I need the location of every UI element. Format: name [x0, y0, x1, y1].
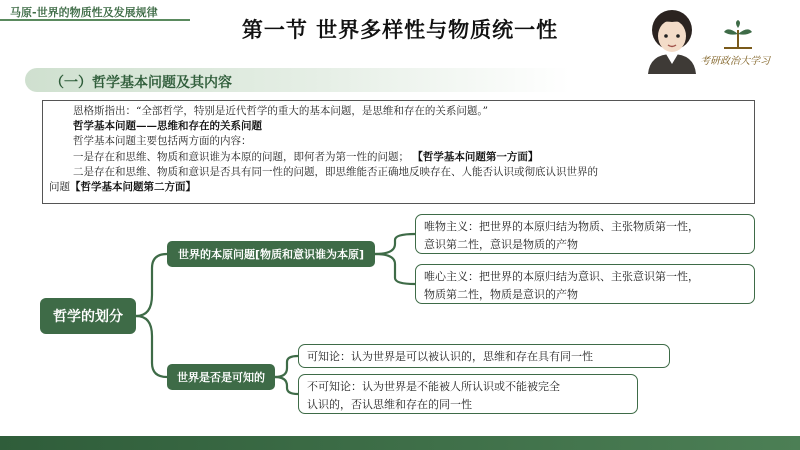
leaf-text: 唯心主义：把世界的本原归结为意识、主张意识第一性， [424, 270, 699, 283]
connector-branch2-leaf4 [275, 377, 298, 394]
quote-text: 问题 [49, 181, 70, 194]
leaf-agnosticism [298, 374, 638, 414]
leaf-text: 物质第二性，物质是意识的产物 [424, 288, 578, 301]
leaf-idealism [415, 264, 755, 304]
leaf-text: 认识的，否认思维和存在的同一性 [307, 398, 472, 411]
leaf-text: 唯物主义：把世界的本原归结为物质、主张物质第一性， [424, 220, 699, 233]
connector-root-branch2 [136, 316, 167, 377]
leaf-text: 意识第二性，意识是物质的产物 [424, 238, 578, 251]
section-heading: （一）哲学基本问题及其内容 [50, 75, 232, 91]
leaf-materialism [415, 214, 755, 254]
quote-line: 恩格斯指出：“全部哲学，特别是近代哲学的重大的基本问题，是思维和存在的关系问题。” [73, 105, 488, 117]
connector-root-branch1 [136, 254, 167, 316]
connector-branch1-leaf2 [375, 254, 415, 284]
page-title: 第一节 世界多样性与物质统一性 [241, 18, 559, 42]
quote-tag: 【哲学基本问题第二方面】 [70, 181, 196, 194]
connector-branch1-leaf1 [375, 234, 415, 254]
leaf-text: 不可知论：认为世界是不能被人所认识或不能被完全 [307, 380, 560, 393]
quote-bold-text: 哲学基本问题——思维和存在的关系问题 [73, 120, 262, 133]
logo-text: 考研政治大学习 [700, 56, 770, 67]
tree-branch-knowability: 世界是否是可知的 [167, 364, 275, 390]
leaf-knowability [298, 344, 670, 368]
leaf-text: 可知论：认为世界是可以被认识的，思维和存在具有同一性 [307, 350, 593, 363]
tree-branch-origin-question: 世界的本原问题[物质和意识谁为本原] [167, 241, 375, 267]
quote-line: 哲学基本问题主要包括两方面的内容： [73, 135, 252, 148]
bottom-bar [0, 436, 800, 450]
breadcrumb: 马原-世界的物质性及发展规律 [10, 6, 158, 19]
quote-text: 一是存在和思维、物质和意识谁为本原的问题，即何者为第一性的问题； [73, 150, 409, 163]
tree-root-node: 哲学的划分 [40, 298, 136, 334]
quote-tag: 【哲学基本问题第一方面】 [412, 150, 539, 163]
connector-branch2-leaf3 [275, 356, 298, 377]
quote-line: 二是存在和思维、物质和意识是否具有同一性的问题，即思维能否正确地反映存在、人能否认识或彻底认识世界的 [73, 165, 598, 178]
